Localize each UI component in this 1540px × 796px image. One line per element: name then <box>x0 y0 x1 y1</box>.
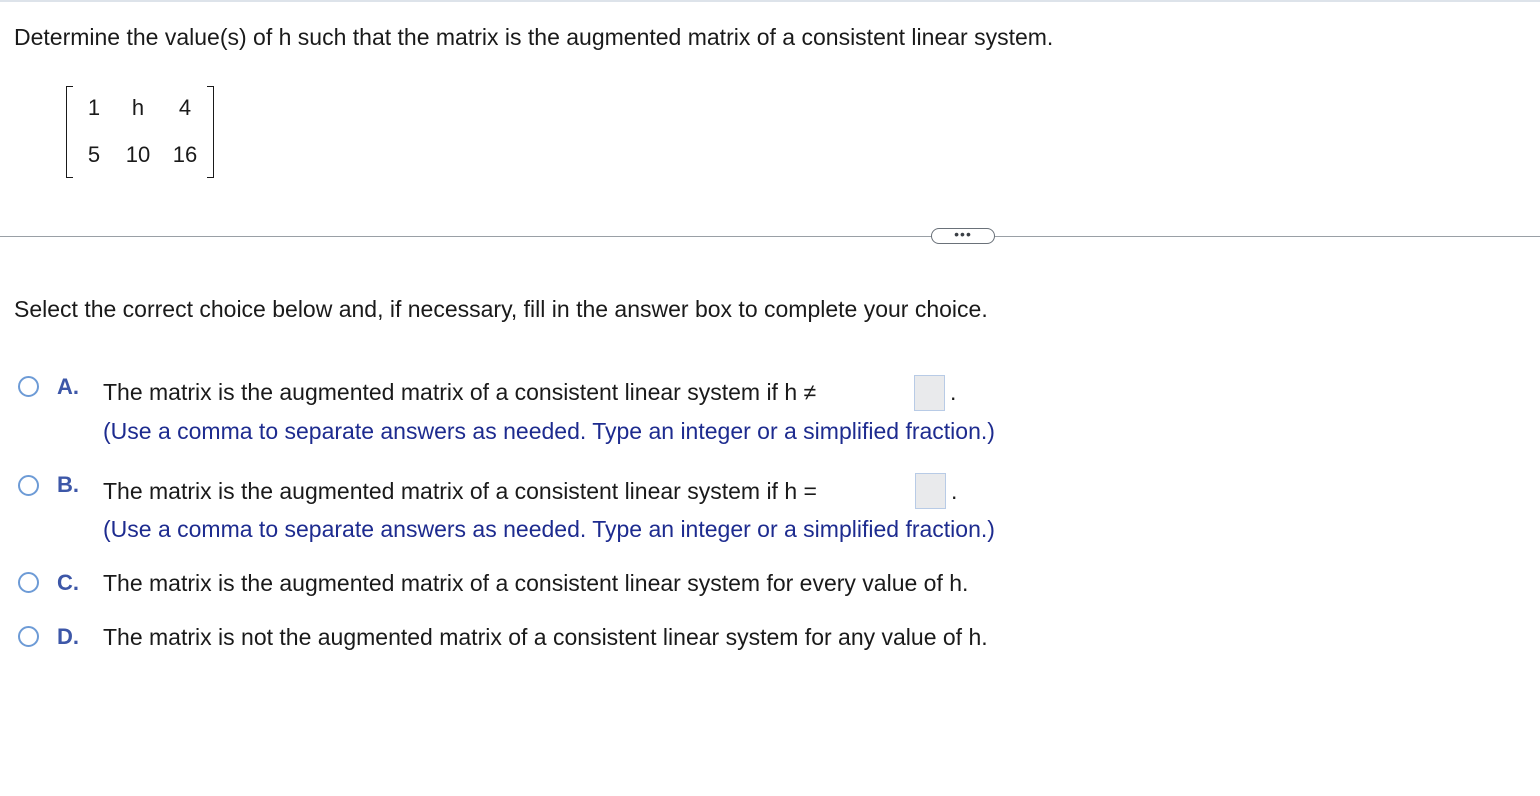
option-b-answer-box[interactable] <box>915 473 946 509</box>
matrix-left-bracket <box>66 86 73 178</box>
option-a-letter: A. <box>57 374 79 399</box>
option-a-radio[interactable] <box>18 376 39 397</box>
option-a-text: The matrix is the augmented matrix of a consistent linear system if h ≠ <box>103 379 817 405</box>
matrix-right-bracket <box>207 86 214 178</box>
question-text: Determine the value(s) of h such that the matrix is the augmented matrix of a consistent linear system. <box>14 24 1054 50</box>
matrix-cell-2-2: 10 <box>125 142 151 167</box>
top-rule <box>0 0 1540 2</box>
option-c-text: The matrix is the augmented matrix of a consistent linear system for every value of h. <box>103 570 969 596</box>
augmented-matrix <box>66 86 214 178</box>
option-b-text: The matrix is the augmented matrix of a consistent linear system if h = <box>103 478 817 504</box>
matrix-cell-1-1: 1 <box>87 95 101 120</box>
instruction-text: Select the correct choice below and, if necessary, fill in the answer box to complete your choice. <box>14 296 988 322</box>
option-b-letter: B. <box>57 472 79 497</box>
matrix-cell-2-1: 5 <box>87 142 101 167</box>
more-options-button[interactable]: ••• <box>931 228 995 244</box>
option-a-answer-box[interactable] <box>914 375 945 411</box>
option-c-radio[interactable] <box>18 572 39 593</box>
option-b-period: . <box>951 478 958 504</box>
option-b-hint: (Use a comma to separate answers as needed. Type an integer or a simplified fraction.) <box>103 516 995 542</box>
option-c-letter: C. <box>57 570 79 595</box>
option-d-text: The matrix is not the augmented matrix of a consistent linear system for any value of h. <box>103 624 988 650</box>
section-divider <box>0 236 1540 237</box>
option-d-letter: D. <box>57 624 79 649</box>
matrix-cell-2-3: 16 <box>172 142 198 167</box>
option-a-period: . <box>950 379 957 405</box>
matrix-cell-1-2: h <box>131 95 145 120</box>
option-b-radio[interactable] <box>18 475 39 496</box>
option-a-hint: (Use a comma to separate answers as needed. Type an integer or a simplified fraction.) <box>103 418 995 444</box>
matrix-cell-1-3: 4 <box>178 95 192 120</box>
option-d-radio[interactable] <box>18 626 39 647</box>
